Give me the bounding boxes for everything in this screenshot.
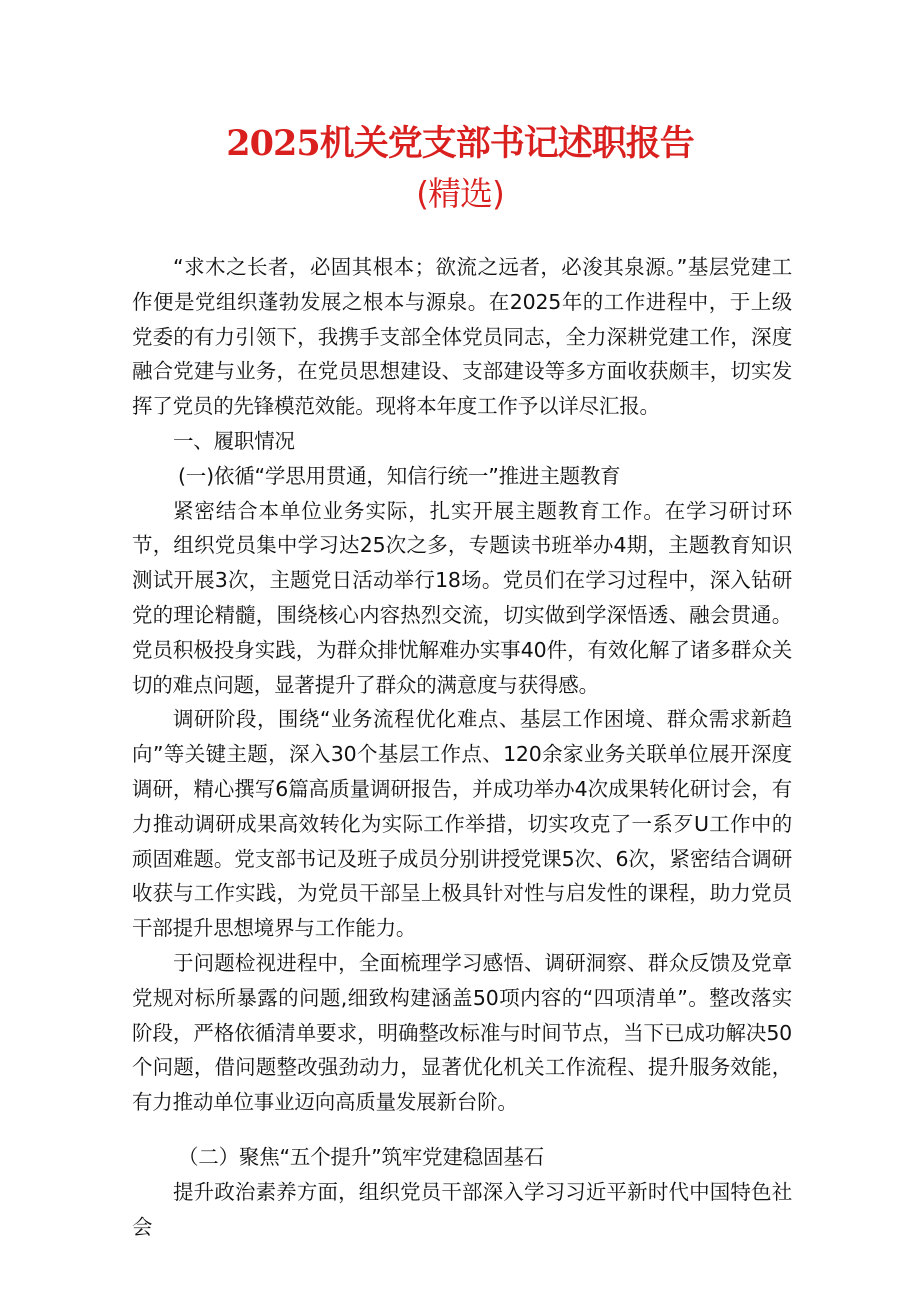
subsection-heading-1: (一)依循“学思用贯通，知信行统一”推进主题教育 xyxy=(178,463,621,488)
paragraph-research: 调研阶段，围绕“业务流程优化难点、基层工作困境、群众需求新趋向”等关键主题，深入30个基层工作点、120余家业务关联单位展开深度调研，精心撰写6篇高质量调研报告，并成功举办4次成果转化研讨会，有力推动调研成果高效转化为实际工作举措，切实攻克了一系歹U工作中的顽固难题。党支部书记及班子成员分别讲授党课5次、6次，紧密结合调研收获与工作实践，为党员干部呈上极具针对性与启发性的课程，助力党员干部提升思想境界与工作能力。 xyxy=(132,707,792,941)
intro-paragraph: “求木之长者，必固其根本；欲流之远者，必浚其泉源。”基层党建工作便是党组织蓬勃发展之根本与源泉。在2025年的工作进程中，于上级党委的有力引领下，我携手支部全体党员同志，全力深耕党建工作，深度融合党建与业务，在党员思想建设、支部建设等多方面收获颇丰，切实发挥了党员的先锋模范效能。现将本年度工作予以详尽汇报。 xyxy=(132,255,792,419)
paragraph-study: 紧密结合本单位业务实际，扎实开展主题教育工作。在学习研讨环节，组织党员集中学习达25次之多，专题读书班举办4期，主题教育知识测试开展3次，主题党日活动举行18场。党员们在学习过程中，深入钻研党的理论精髓，围绕核心内容热烈交流，切实做到学深悟透、融会贯通。党员积极投身实践，为群众排忧解难办实事40件，有效化解了诸多群众关切的难点问题，显著提升了群众的满意度与获得感。 xyxy=(132,498,792,697)
section-heading-1: 一、履职情况 xyxy=(173,428,295,453)
paragraph-rectification: 于问题检视进程中，全面梳理学习感悟、调研洞察、群众反馈及党章党规对标所暴露的问题,细致构建涵盖50项内容的“四项清单”。整改落实阶段，严格依循清单要求，明确整改标准与时间节点，当下已成功解决50个问题，借问题整改强劲动力，显著优化机关工作流程、提升服务效能，有力推动单位事业迈向高质量发展新台阶。 xyxy=(132,950,792,1115)
document-title: 2025机关党支部书记述职报告 xyxy=(226,123,694,164)
document-subtitle: (精选) xyxy=(416,174,504,213)
document-body xyxy=(132,250,792,1244)
subsection-heading-2: （二）聚焦“五个提升”筑牢党建稳固基石 xyxy=(178,1144,544,1169)
paragraph-political: 提升政治素养方面，组织党员干部深入学习习近平新时代中国特色社会 xyxy=(132,1179,792,1239)
